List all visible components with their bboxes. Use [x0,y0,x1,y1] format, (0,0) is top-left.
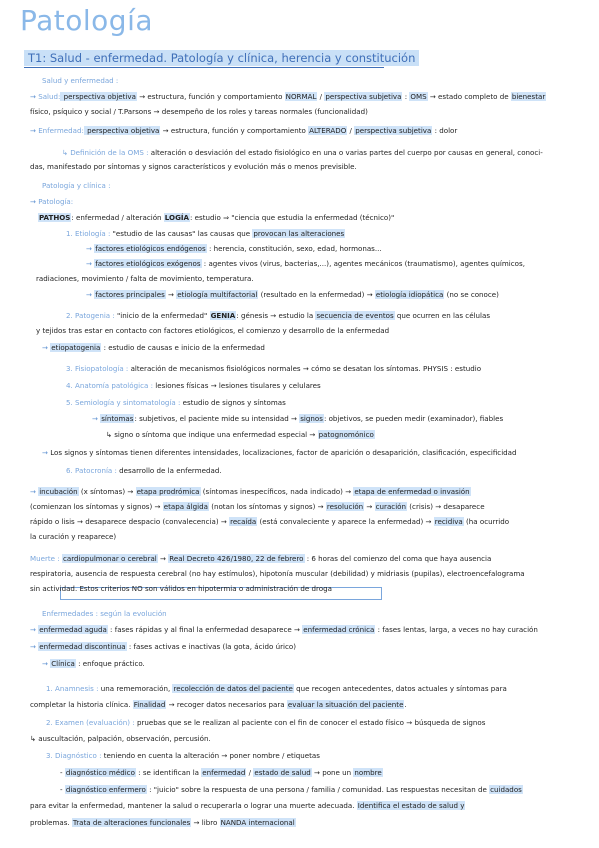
highlighted-term: estado de salud [254,768,311,777]
highlighted-term: LOGÍA [164,213,190,222]
note-line [46,751,320,760]
highlighted-term: cardiopulmonar o cerebral [62,554,157,563]
highlighted-term: cuidados [490,785,522,794]
highlighted-term: OMS [410,92,427,101]
note-text: que recogen antecedentes, datos actuales y síntomas para [293,684,507,693]
note-text: lesiones físicas → lesiones tisulares y celulares [152,381,321,390]
note-line [66,229,345,238]
highlighted-term: resolución [326,502,364,511]
note-line [30,625,538,634]
note-text: Salud: [38,92,61,101]
highlighted-term: curación [375,502,407,511]
note-line [86,259,525,268]
highlighted-term: evaluar la situación del paciente [287,700,404,709]
note-text: (no se conoce) [444,290,499,299]
note-text: : estudio ⇒ "ciencia que estudia la enfermedad (técnico)" [190,213,395,222]
highlighted-term: NANDA internacional [220,818,295,827]
note-text: 3. Fisiopatología : [66,364,129,373]
note-text: / [246,768,254,777]
note-text: → [86,290,95,299]
note-text: sin actividad. Estos criterios NO son válidos en hipotermia o administración de droga [30,584,332,593]
note-text: : "juicio" sobre la respuesta de una persona / familia / comunidad. Las respuestas necesitan de [146,785,490,794]
note-line [30,734,211,743]
note-line [30,107,368,116]
highlighted-term: factores etiológicos exógenos [95,259,201,268]
highlighted-term: Finalidad [133,700,166,709]
note-line [38,213,394,222]
note-text: 1. Anamnesis : [46,684,99,693]
note-line [30,532,116,541]
note-text: alteración o desviación del estado fisiológico en una o varias partes del cuerpo por causas en general, conoci- [148,148,543,157]
note-text: estudio de signos y síntomas [180,398,286,407]
note-line [42,343,265,352]
note-text: → [86,244,95,253]
note-text: que ocurren en las células [394,311,491,320]
note-line [30,801,465,810]
note-line [86,290,499,299]
note-text: → estructura, función y comportamiento [160,126,309,135]
note-line [30,818,296,827]
note-text: 6. Patocronía : [66,466,117,475]
note-text: (notan los síntomas y signos) → [208,502,326,511]
note-text: 5. Semiología y sintomatología : [66,398,181,407]
highlighted-term: nombre [354,768,382,777]
note-text: alteración de mecanismos fisiológicos normales → cómo se desatan los síntomas. PHYSIS : estudio [128,364,482,373]
note-text: problemas. [30,818,72,827]
highlighted-term: enfermedad crónica [303,625,375,634]
note-line [30,642,296,651]
highlighted-term: provocan las alteraciones [253,229,345,238]
note-line [30,162,357,171]
note-text: completar la historia clínica. [30,700,133,709]
note-line [30,197,73,206]
note-text: para evitar la enfermedad, mantener la salud o recuperarla o lograr una muerte adecuada. [30,801,357,810]
page-title: Patología [20,4,154,37]
note-text: Enfermedades : [42,609,98,618]
note-text: → estado completo de [427,92,511,101]
section-title: T1: Salud - enfermedad. Patología y clínica, herencia y constitución [24,50,419,66]
note-text: Patología y clínica : [42,181,111,190]
note-text: Enfermedad: [38,126,84,135]
note-line [86,244,382,253]
note-text: → [42,343,51,352]
highlighted-term: PATHOS [39,213,71,222]
note-line [42,609,167,618]
highlighted-term: ALTERADO [309,126,347,135]
note-text: / [347,126,355,135]
highlighted-term: etapa prodrómica [136,487,200,496]
note-line [30,502,485,511]
note-text: → [165,290,177,299]
note-text: / [317,92,325,101]
note-text: Salud y enfermedad : [42,76,119,85]
note-text: (x síntomas) → [78,487,136,496]
note-text: : enfermedad / alteración [71,213,164,222]
note-text: : enfoque práctico. [75,659,145,668]
highlighted-term: secuencia de eventos [316,311,394,320]
note-line [46,684,507,693]
note-text: → pone un [311,768,354,777]
highlighted-term: Clínica [51,659,75,668]
note-line [42,448,517,457]
note-text: físico, psíquico y social / T.Parsons → desempeño de los roles y tareas normales (funcionalidad) [30,107,368,116]
note-text: → [30,197,39,206]
section-underline [24,67,384,68]
highlighted-term: recidiva [434,517,463,526]
note-text: : génesis → estudio la [236,311,316,320]
highlighted-term: enfermedad aguda [39,625,107,634]
note-text: : 6 horas del comienzo del coma que haya ausencia [304,554,492,563]
note-line [30,584,332,593]
highlighted-term: bienestar [511,92,546,101]
note-text: → [30,126,39,135]
note-text: 2. Patogenia : [66,311,115,320]
note-text: → [157,554,169,563]
note-line [62,148,543,157]
note-text: 1. Etiología : [66,229,111,238]
note-line [30,554,491,563]
note-text: : [402,92,410,101]
note-line [30,569,525,578]
highlighted-term: factores principales [95,290,165,299]
note-text: : objetivos, se pueden medir (examinador), fiables [323,414,504,423]
note-text: → [30,92,39,101]
highlighted-term: etiología idiopática [375,290,444,299]
note-text: rápido o lisis → desaparece despacio (convalecencia) → [30,517,230,526]
highlighted-term: etapa de enfermedad o invasión [354,487,470,496]
note-text: - [60,768,65,777]
note-text: : fases activas e inactivas (la gota, ácido úrico) [126,642,296,651]
highlighted-term: perspectiva subjetiva [355,126,432,135]
note-line [60,785,523,794]
note-text: : dolor [432,126,458,135]
note-text: . [404,700,407,709]
note-text: ↳ signo o síntoma que indique una enfermedad especial → [106,430,318,439]
note-text: (comienzan los síntomas y signos) → [30,502,163,511]
note-text: → [86,259,95,268]
note-text: → [42,448,51,457]
note-line [66,311,490,320]
note-text: → [30,642,39,651]
note-line [92,414,503,423]
note-text: desarrollo de la enfermedad. [116,466,222,475]
note-text: y tejidos tras estar en contacto con factores etiológicos, el comienzo y desarrollo de la enfermedad [36,326,390,335]
note-line [66,364,481,373]
highlighted-term: recaída [230,517,257,526]
highlighted-term: factores etiológicos endógenos [95,244,206,253]
note-text: ↳ Definición de la OMS : [62,148,149,157]
highlighted-term: perspectiva objetiva [61,92,136,101]
note-text: : se identifican la [135,768,202,777]
note-text: (crisis) → desaparece [407,502,485,511]
note-text: : fases rápidas y al final la enfermedad desaparece → [107,625,303,634]
note-text: según la evolución [97,609,167,618]
note-line [30,92,546,101]
note-text: (está convaleciente y aparece la enfermedad) → [257,517,434,526]
highlighted-term: diagnóstico enfermero [65,785,146,794]
note-text: das, manifestado por síntomas y signos característicos y evolución más o menos previsible. [30,162,357,171]
note-line [66,398,286,407]
note-text: : fases lentas, larga, a veces no hay curación [375,625,538,634]
highlighted-term: signos [300,414,323,423]
highlighted-term: etiopatogenia [51,343,101,352]
note-text: radiaciones, movimiento / falta de movimiento, temperatura. [36,274,254,283]
note-text: pruebas que se le realizan al paciente con el fin de conocer el estado físico → búsqueda de signos [134,718,486,727]
highlighted-term: síntomas [101,414,134,423]
highlighted-term: Trata de alteraciones funcionales [72,818,191,827]
note-line [66,381,321,390]
note-text: → libro [191,818,220,827]
highlighted-term: recolección de datos del paciente [173,684,293,693]
note-text: 4. Anatomía patológica : [66,381,153,390]
note-line [30,126,457,135]
note-text: → recoger datos necesarios para [166,700,287,709]
note-text: → [30,625,39,634]
highlighted-term: etapa álgida [163,502,208,511]
note-text: ↳ auscultación, palpación, observación, percusión. [30,734,211,743]
note-line [46,718,485,727]
note-text: → [42,659,51,668]
note-text: - [60,785,65,794]
note-text: una rememoración, [98,684,173,693]
highlighted-term: GENIA [210,311,236,320]
note-text: : subjetivos, el paciente mide su intensidad → [134,414,300,423]
note-line [30,700,407,709]
note-line [36,274,254,283]
highlighted-term: Identifica el estado de salud y [357,801,465,810]
note-line [60,768,383,777]
note-line [42,76,118,85]
highlighted-term: incubación [39,487,78,496]
note-text: teniendo en cuenta la alteración → poner nombre / etiquetas [101,751,320,760]
note-line [42,659,145,668]
note-text: (ha ocurrido [463,517,510,526]
note-text: 3. Diagnóstico : [46,751,102,760]
note-line [30,517,509,526]
note-line [30,487,471,496]
note-text: 2. Examen (evaluación) : [46,718,135,727]
note-text: (síntomas inespecíficos, nada indicado) → [200,487,354,496]
highlighted-term: Real Decreto 426/1980, 22 de febrero [169,554,304,563]
highlighted-term: enfermedad discontinua [39,642,126,651]
highlighted-term: NORMAL [285,92,317,101]
note-text: la curación y reaparece) [30,532,117,541]
note-text: → [30,487,39,496]
note-text: "inicio de la enfermedad" [114,311,210,320]
note-text: : estudio de causas e inicio de la enfermedad [101,343,265,352]
highlighted-term: enfermedad [202,768,246,777]
note-text: : herencia, constitución, sexo, edad, hormonas... [206,244,382,253]
note-text: : agentes vivos (virus, bacterias,...), agentes mecánicos (traumatismo), agentes químicos, [201,259,525,268]
note-line [106,430,375,439]
highlighted-term: perspectiva objetiva [84,126,160,135]
note-text: → [92,414,101,423]
note-text: → [364,502,375,511]
highlighted-term: perspectiva subjetiva [325,92,402,101]
note-line [42,181,110,190]
note-text: → estructura, función y comportamiento [136,92,285,101]
note-text: (resultado en la enfermedad) → [258,290,375,299]
note-text: Patología: [38,197,74,206]
highlighted-term: etiología multifactorial [177,290,258,299]
note-line [66,466,222,475]
note-text: Muerte : [30,554,60,563]
highlighted-term: patognomónico [318,430,374,439]
note-line [36,326,389,335]
note-text: "estudio de las causas" las causas que [110,229,253,238]
note-text: Los signos y síntomas tienen diferentes intensidades, localizaciones, factor de aparición o desaparición, clasificación, especificidad [50,448,517,457]
note-text: respiratoria, ausencia de respuesta cerebral (no hay estímulos), hipotonía muscular (debilidad) y midriasis (pupilas), electroencefalograma [30,569,525,578]
highlighted-term: diagnóstico médico [65,768,135,777]
